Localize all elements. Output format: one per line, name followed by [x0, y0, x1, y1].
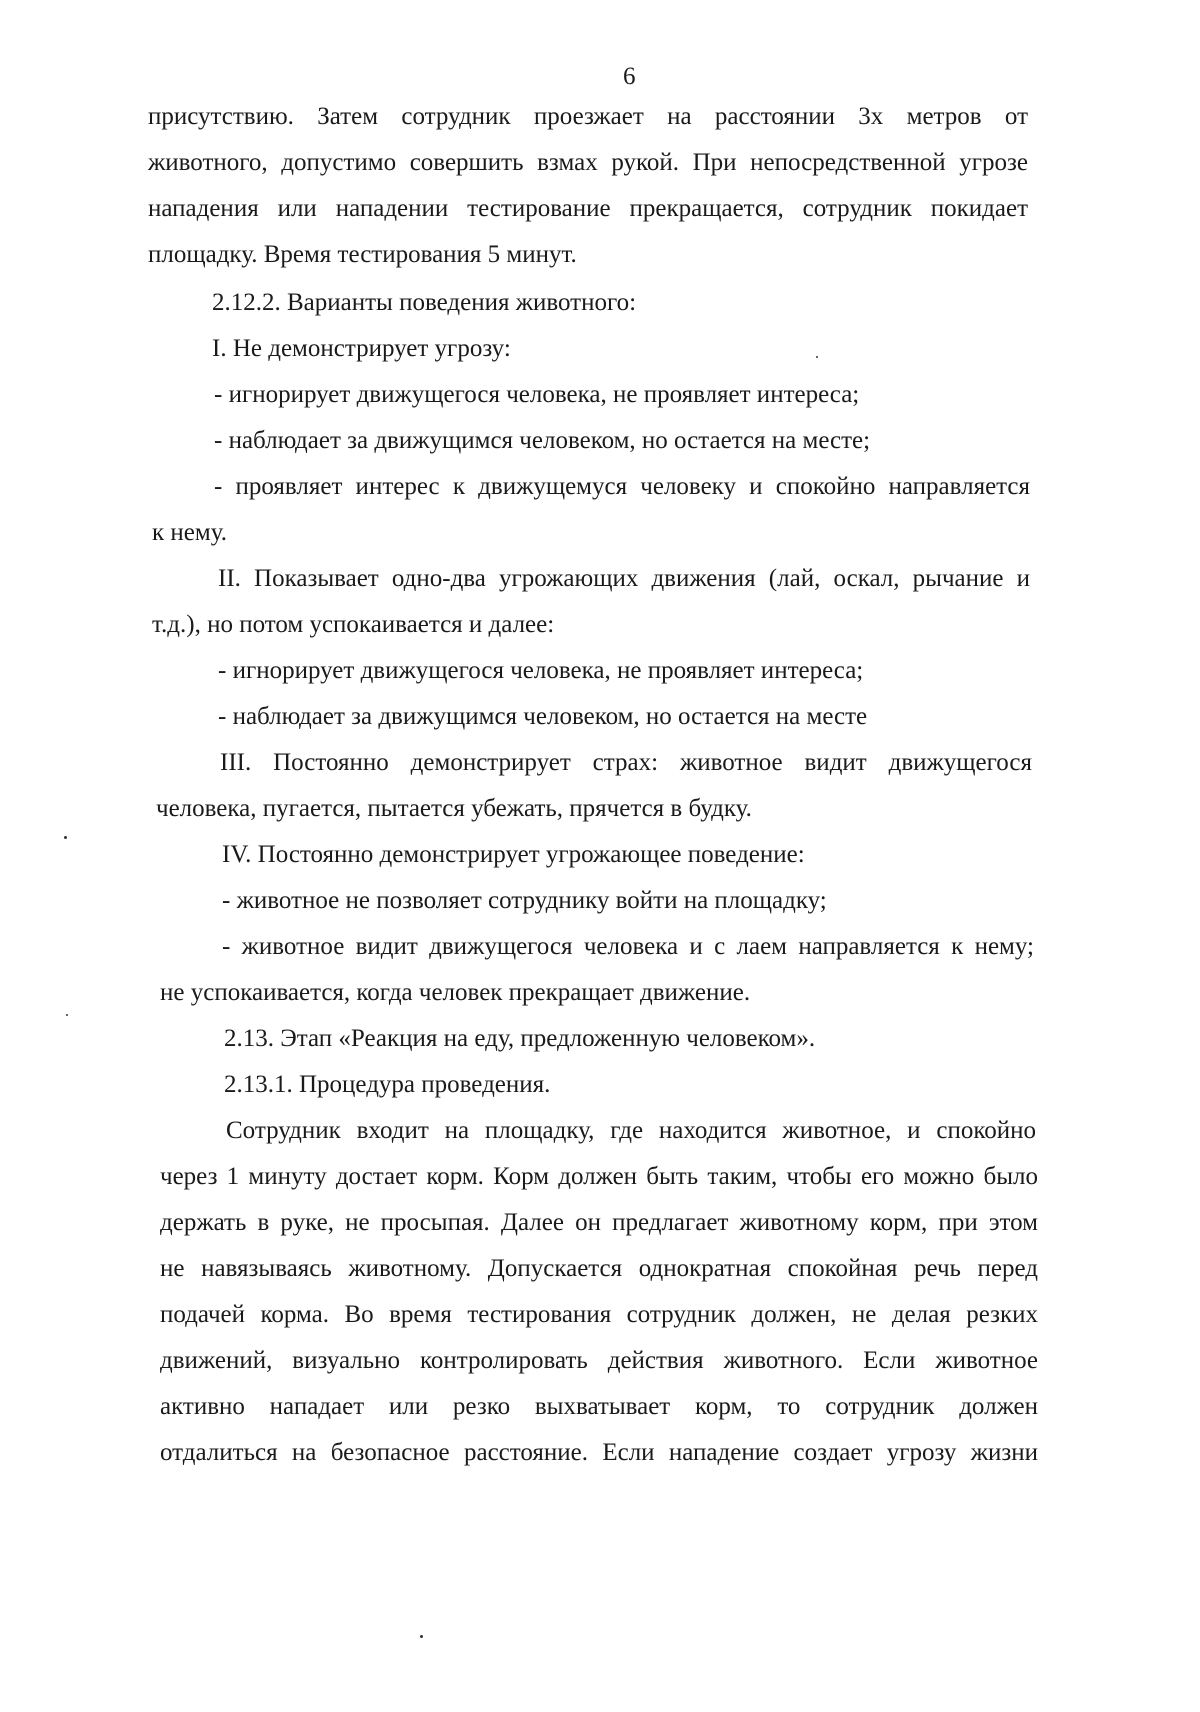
list-item: - животное не позволяет сотруднику войти на площадку; — [222, 887, 827, 914]
list-item: - проявляет интерес к движущемуся человеку и спокойно направляется — [214, 473, 1030, 500]
list-heading: I. Не демонстрирует угрозу: — [212, 335, 511, 362]
list-item: - игнорирует движущегося человека, не проявляет интереса; — [214, 381, 860, 408]
text-line: площадку. Время тестирования 5 минут. — [148, 241, 577, 268]
text-line: животного, допустимо совершить взмах рукой. При непосредственной угрозе — [148, 149, 1028, 176]
section-heading: 2.12.2. Варианты поведения животного: — [212, 289, 637, 316]
list-item: - наблюдает за движущимся человеком, но остается на месте; — [214, 427, 871, 454]
text-line: не навязываясь животному. Допускается однократная спокойная речь перед — [160, 1255, 1038, 1282]
text-line: присутствию. Затем сотрудник проезжает на расстоянии 3х метров от — [148, 103, 1028, 130]
text-line: нападения или нападении тестирование прекращается, сотрудник покидает — [148, 195, 1028, 222]
text-line: движений, визуально контролировать действия животного. Если животное — [160, 1347, 1038, 1374]
text-line: Сотрудник входит на площадку, где находится животное, и спокойно — [226, 1117, 1036, 1144]
scan-speck — [64, 836, 67, 839]
list-heading: II. Показывает одно-два угрожающих движения (лай, оскал, рычание и — [218, 565, 1030, 592]
text-line: не успокаивается, когда человек прекращает движение. — [160, 979, 751, 1006]
text-line: человека, пугается, пытается убежать, прячется в будку. — [156, 795, 752, 822]
list-item: - животное видит движущегося человека и с лаем направляется к нему; — [222, 933, 1034, 960]
scan-speck — [816, 356, 818, 358]
scan-speck — [66, 1014, 68, 1016]
list-heading: III. Постоянно демонстрирует страх: животное видит движущегося — [220, 749, 1032, 776]
list-item: - наблюдает за движущимся человеком, но остается на месте — [218, 703, 868, 730]
text-line: к нему. — [152, 519, 227, 546]
text-line: активно нападает или резко выхватывает корм, то сотрудник должен — [160, 1393, 1038, 1420]
text-line: через 1 минуту достает корм. Корм должен быть таким, чтобы его можно было — [160, 1163, 1038, 1190]
text-line: т.д.), но потом успокаивается и далее: — [152, 611, 555, 638]
page-number: 6 — [623, 63, 636, 90]
text-line: отдалиться на безопасное расстояние. Если нападение создает угрозу жизни — [160, 1439, 1038, 1466]
list-heading: IV. Постоянно демонстрирует угрожающее поведение: — [222, 841, 805, 868]
text-line: подачей корма. Во время тестирования сотрудник должен, не делая резких — [160, 1301, 1038, 1328]
text-line: держать в руке, не просыпая. Далее он предлагает животному корм, при этом — [160, 1209, 1038, 1236]
section-heading: 2.13.1. Процедура проведения. — [224, 1071, 551, 1098]
list-item: - игнорирует движущегося человека, не проявляет интереса; — [218, 657, 864, 684]
section-heading: 2.13. Этап «Реакция на еду, предложенную человеком». — [224, 1025, 816, 1052]
scan-speck — [420, 1635, 423, 1638]
